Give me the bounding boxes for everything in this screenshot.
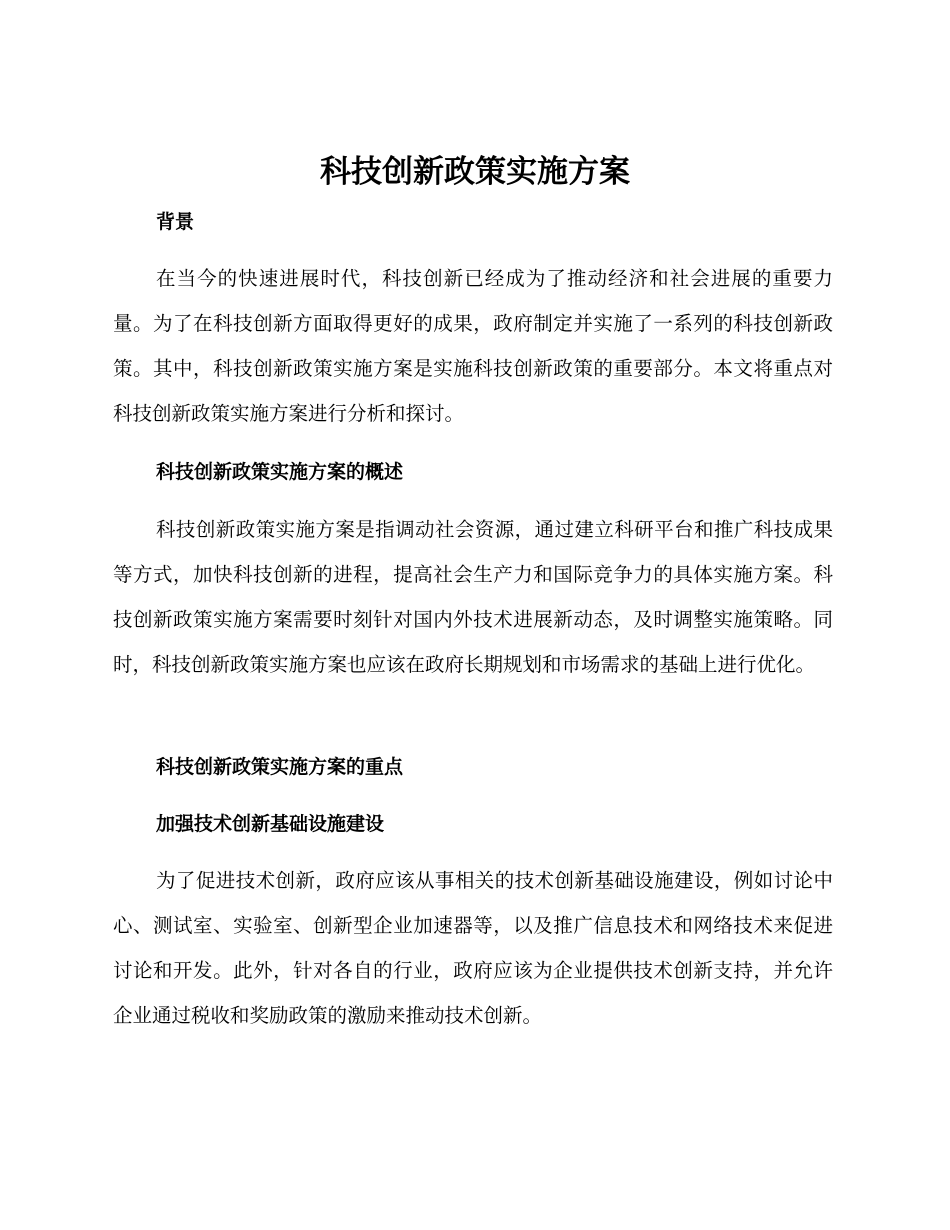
section-paragraph-infrastructure: 为了促进技术创新，政府应该从事相关的技术创新基础设施建设，例如讨论中心、测试室、实验室、创新型企业加速器等，以及推广信息技术和网络技术来促进讨论和开发。此外，针对各自的行业，政府应该为企业提供技术创新支持，并允许企业通过税收和奖励政策的激励来推动技术创新。 — [113, 869, 833, 1027]
section-heading-infrastructure: 加强技术创新基础设施建设 — [156, 813, 385, 835]
section-heading-overview: 科技创新政策实施方案的概述 — [156, 461, 404, 483]
section-heading-key-points: 科技创新政策实施方案的重点 — [156, 756, 404, 778]
document-title: 科技创新政策实施方案 — [320, 154, 630, 190]
section-heading-background: 背景 — [156, 211, 195, 233]
section-paragraph-overview: 科技创新政策实施方案是指调动社会资源，通过建立科研平台和推广科技成果等方式，加快科技创新的进程，提高社会生产力和国际竞争力的具体实施方案。科技创新政策实施方案需要时刻针对国内外技术进展新动态，及时调整实施策略。同时，科技创新政策实施方案也应该在政府长期规划和市场需求的基础上进行优化。 — [113, 518, 833, 676]
section-paragraph-background: 在当今的快速进展时代，科技创新已经成为了推动经济和社会进展的重要力量。为了在科技创新方面取得更好的成果，政府制定并实施了一系列的科技创新政策。其中，科技创新政策实施方案是实施科技创新政策的重要部分。本文将重点对科技创新政策实施方案进行分析和探讨。 — [113, 267, 833, 425]
